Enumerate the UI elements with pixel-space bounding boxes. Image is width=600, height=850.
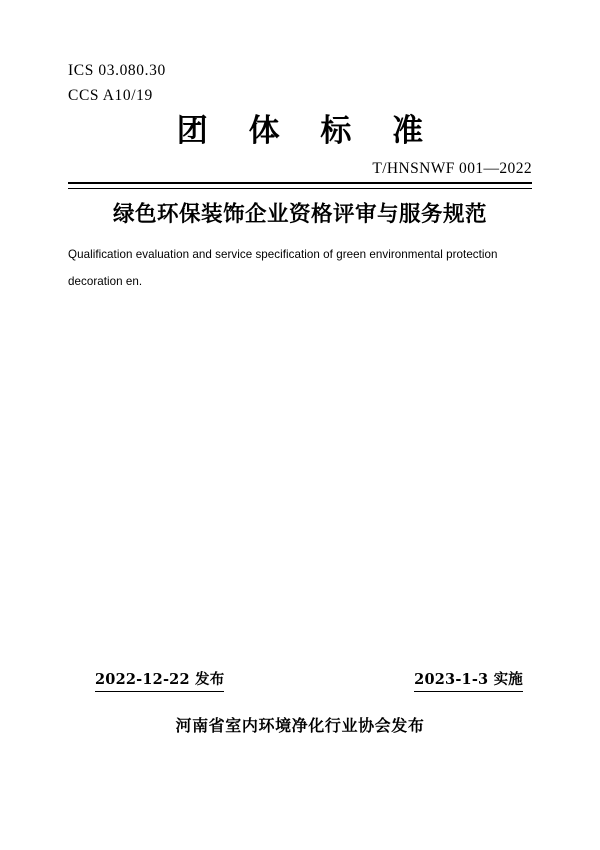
- ccs-code: CCS A10/19: [68, 87, 153, 104]
- page-title: 绿色环保装饰企业资格评审与服务规范: [112, 202, 487, 227]
- implementation-date: 2023-1-3 实施: [414, 668, 523, 692]
- classification-codes: [68, 58, 532, 108]
- ics-code: ICS 03.080.30: [68, 62, 166, 79]
- issue-date: 2022-12-22 发布: [95, 668, 224, 692]
- standard-number: T/HNSNWF 001—2022: [372, 160, 532, 177]
- publisher-name: 河南省室内环境净化行业协会发布: [175, 716, 425, 735]
- english-title-line-2: decoration en.: [68, 275, 143, 288]
- english-title: [68, 241, 530, 295]
- english-title-line-1: Qualification evaluation and service specification of green environmental protection: [68, 248, 498, 261]
- header-rule-thin: [68, 188, 532, 189]
- cover-content: [68, 0, 532, 850]
- document-type-title: 团 体 标 准: [176, 113, 439, 149]
- date-row: [68, 668, 532, 690]
- header-rule-thick: [68, 182, 532, 184]
